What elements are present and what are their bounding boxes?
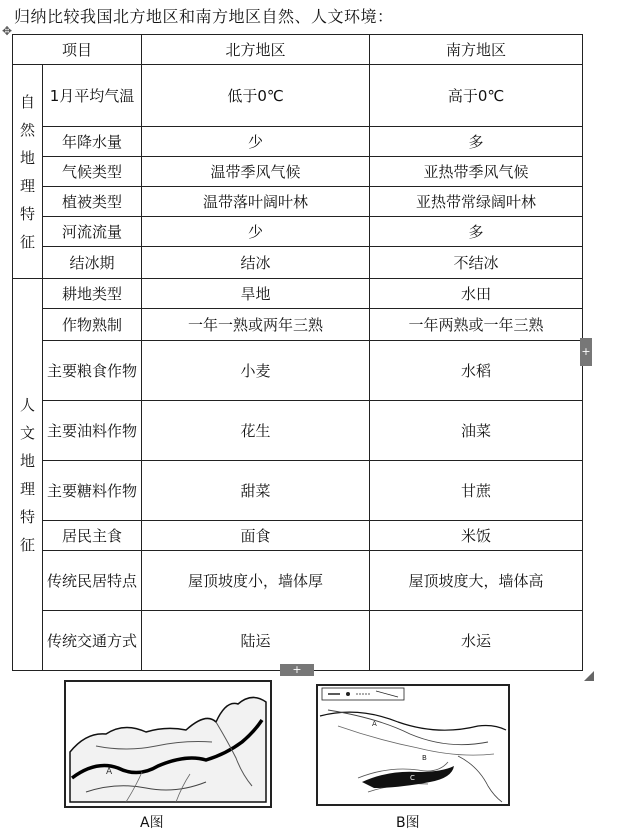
- row-south: 水田: [370, 279, 583, 309]
- map-b-drawing: [318, 686, 508, 804]
- row-south: 屋顶坡度大，墙体高: [370, 551, 583, 611]
- category-human-label: 人 文 地 理 特 征: [19, 395, 35, 554]
- row-south: 水运: [370, 611, 583, 671]
- move-handle-icon[interactable]: ✥: [1, 24, 13, 38]
- row-north: 一年一熟或两年三熟: [142, 309, 370, 341]
- row-south: 水稻: [370, 341, 583, 401]
- row-south: 多: [370, 127, 583, 157]
- row-item: 耕地类型: [43, 279, 142, 309]
- row-south: 亚热带季风气候: [370, 157, 583, 187]
- plus-icon[interactable]: +: [580, 338, 592, 366]
- map-a-drawing: [66, 682, 270, 806]
- row-item: 河流流量: [43, 217, 142, 247]
- map-b-label-c: C: [410, 774, 415, 782]
- row-south: 一年两熟或一年三熟: [370, 309, 583, 341]
- plus-icon[interactable]: +: [280, 664, 314, 676]
- row-south: 米饭: [370, 521, 583, 551]
- table-header-row: [13, 35, 583, 65]
- row-north: 屋顶坡度小，墙体厚: [142, 551, 370, 611]
- row-item: 作物熟制: [43, 309, 142, 341]
- row-north: 甜菜: [142, 461, 370, 521]
- table-row: [13, 551, 583, 611]
- row-item: 主要糖料作物: [43, 461, 142, 521]
- resize-handle-icon[interactable]: [584, 666, 594, 676]
- row-north: 小麦: [142, 341, 370, 401]
- map-b: [316, 684, 510, 806]
- row-item: 居民主食: [43, 521, 142, 551]
- table-row: [13, 157, 583, 187]
- category-natural: [13, 65, 43, 279]
- map-a: [64, 680, 272, 808]
- row-north: 低于0℃: [142, 65, 370, 127]
- map-b-label-b: B: [422, 754, 427, 762]
- row-north: 花生: [142, 401, 370, 461]
- map-b-caption: B图: [396, 815, 420, 831]
- table-row: [13, 521, 583, 551]
- row-north: 少: [142, 127, 370, 157]
- row-north: 面食: [142, 521, 370, 551]
- comparison-table: [12, 34, 583, 671]
- table-row: [13, 217, 583, 247]
- table-row: [13, 309, 583, 341]
- row-south: 甘蔗: [370, 461, 583, 521]
- row-south: 亚热带常绿阔叶林: [370, 187, 583, 217]
- category-human: [13, 279, 43, 671]
- row-north: 温带季风气候: [142, 157, 370, 187]
- table-row: [13, 611, 583, 671]
- row-north: 少: [142, 217, 370, 247]
- row-item: 传统交通方式: [43, 611, 142, 671]
- table-row: [13, 461, 583, 521]
- category-natural-label: 自 然 地 理 特 征: [19, 92, 35, 251]
- table-row: [13, 65, 583, 127]
- header-south: 南方地区: [370, 35, 583, 65]
- table-row: [13, 341, 583, 401]
- table-row: [13, 247, 583, 279]
- row-south: 高于0℃: [370, 65, 583, 127]
- row-north: 陆运: [142, 611, 370, 671]
- row-north: 温带落叶阔叶林: [142, 187, 370, 217]
- table-row: [13, 279, 583, 309]
- row-item: 1月平均气温: [43, 65, 142, 127]
- row-item: 主要油料作物: [43, 401, 142, 461]
- row-north: 旱地: [142, 279, 370, 309]
- row-item: 气候类型: [43, 157, 142, 187]
- row-north: 结冰: [142, 247, 370, 279]
- map-a-label: A: [106, 767, 113, 777]
- table-row: [13, 187, 583, 217]
- header-item: 项目: [13, 35, 142, 65]
- header-north: 北方地区: [142, 35, 370, 65]
- map-b-label-a: A: [372, 720, 377, 728]
- table-row: [13, 127, 583, 157]
- row-item: 传统民居特点: [43, 551, 142, 611]
- page-heading: 归纳比较我国北方地区和南方地区自然、人文环境：: [14, 7, 394, 26]
- map-a-caption: A图: [140, 815, 164, 831]
- row-south: 油菜: [370, 401, 583, 461]
- row-item: 结冰期: [43, 247, 142, 279]
- table-row: [13, 401, 583, 461]
- row-item: 植被类型: [43, 187, 142, 217]
- row-south: 不结冰: [370, 247, 583, 279]
- row-item: 主要粮食作物: [43, 341, 142, 401]
- row-south: 多: [370, 217, 583, 247]
- row-item: 年降水量: [43, 127, 142, 157]
